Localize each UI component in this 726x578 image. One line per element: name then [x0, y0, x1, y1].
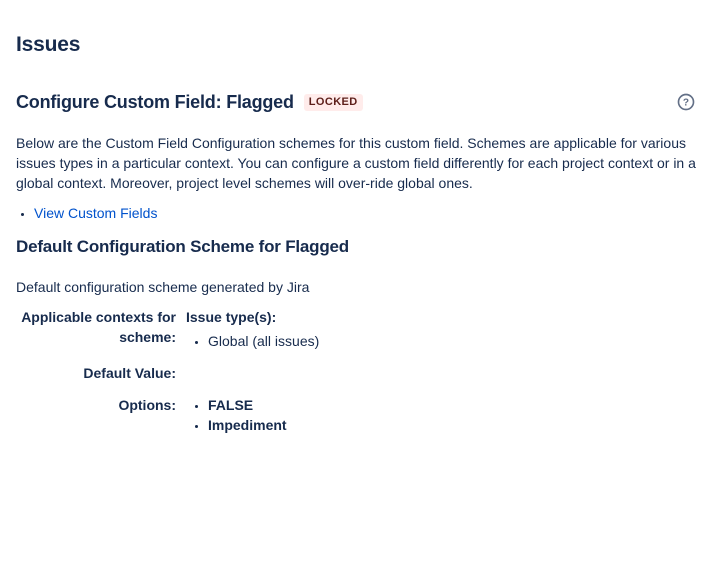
form-row-default-value — [16, 363, 710, 383]
page-title: Issues — [16, 33, 81, 56]
list-item: • Impediment — [208, 415, 710, 435]
view-custom-fields-link[interactable]: View Custom Fields — [34, 205, 158, 221]
svg-text:?: ? — [682, 97, 690, 109]
link-list — [16, 203, 710, 223]
locked-badge: LOCKED — [304, 94, 363, 111]
issue-types-list — [186, 331, 710, 351]
issue-types-heading: Issue type(s): — [186, 309, 277, 325]
list-item — [34, 203, 710, 223]
scheme-details-form — [16, 307, 710, 435]
list-item: • Global (all issues) — [208, 331, 710, 351]
section-description: Below are the Custom Field Configuration schemes for this custom field. Schemes are applicable for various issues types in a particular context. You can configure a custom field differently for each project context or in a global context. Moreover, project level schemes will over-ride global ones. — [16, 135, 696, 191]
options-label: Options: — [118, 397, 176, 413]
applicable-contexts-label: Applicable contexts for scheme: — [21, 309, 176, 345]
question-mark-icon — [677, 93, 695, 111]
form-row-options — [16, 395, 710, 435]
form-row-applicable-contexts — [16, 307, 710, 351]
default-value-label: Default Value: — [83, 365, 176, 381]
options-value — [186, 395, 710, 435]
scheme-subtitle: Default configuration scheme generated by Jira — [16, 279, 310, 295]
list-item: • FALSE — [208, 395, 710, 415]
options-list — [186, 395, 710, 435]
scheme-heading: Default Configuration Scheme for Flagged — [16, 237, 349, 256]
section-heading: Configure Custom Field: Flagged — [16, 92, 294, 112]
section-header — [16, 90, 710, 114]
applicable-contexts-value — [186, 307, 710, 351]
section-heading-group — [16, 90, 363, 114]
help-icon[interactable] — [677, 93, 695, 111]
